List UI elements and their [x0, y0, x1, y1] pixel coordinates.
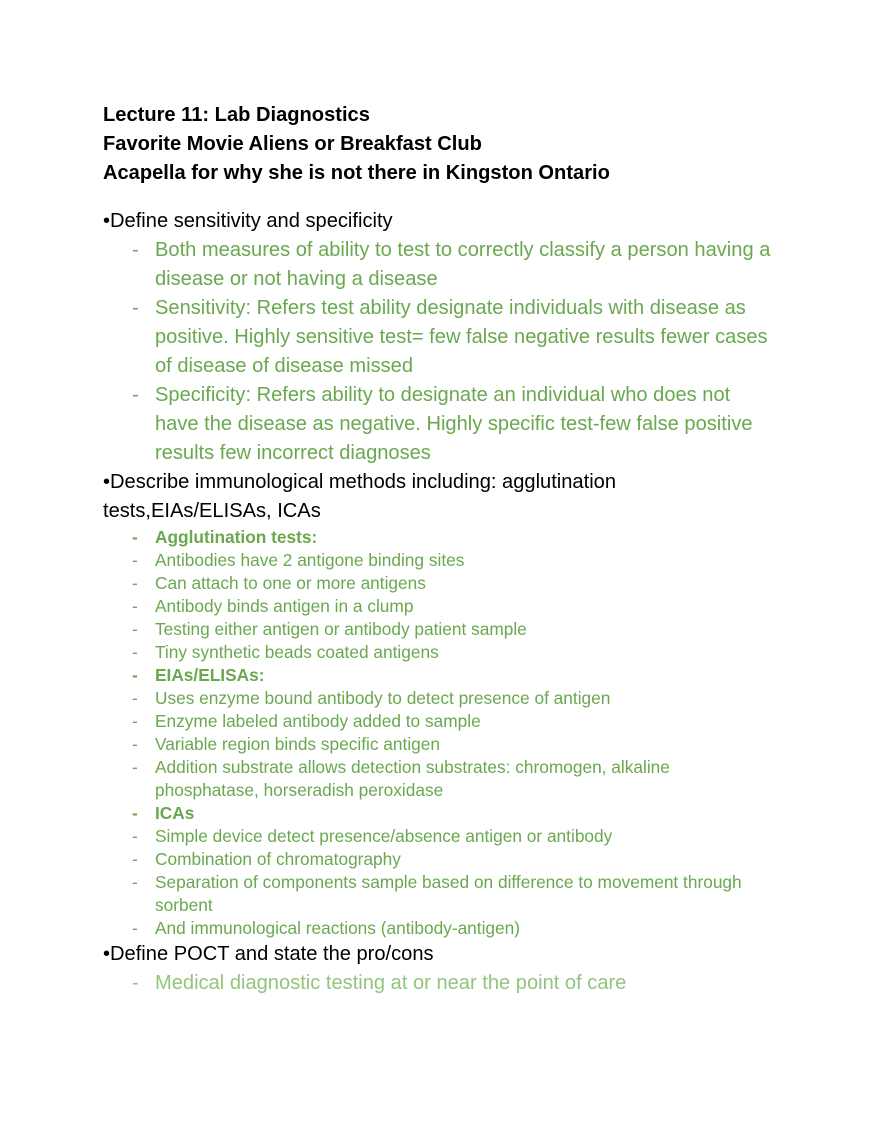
list-item-text: Separation of components sample based on difference to movement through sorbent: [155, 872, 742, 915]
list-item: [103, 687, 776, 710]
list-item: [103, 595, 776, 618]
title-line-2: Favorite Movie Aliens or Breakfast Club: [103, 133, 482, 155]
list-item-text: And immunological reactions (antibody-antigen): [155, 918, 521, 938]
dash-bullet: -: [132, 972, 139, 994]
dash-bullet: -: [132, 826, 138, 846]
dash-bullet: -: [132, 550, 138, 570]
dash-bullet: -: [132, 642, 138, 662]
list-item: [103, 641, 776, 664]
list-item: [103, 733, 776, 756]
title-line-3: Acapella for why she is not there in Kingston Ontario: [103, 162, 610, 184]
list-item: [103, 917, 776, 940]
list-item-text: Simple device detect presence/absence antigen or antibody: [155, 826, 613, 846]
list-item-text: Combination of chromatography: [155, 849, 401, 869]
list-item-text: Sensitivity: Refers test ability designate individuals with disease as positive. Highly sensitive test= few false negative results fewer cases of disease of disease missed: [155, 297, 768, 377]
list-item: [103, 572, 776, 595]
dash-bullet: -: [132, 918, 138, 938]
list-item: [103, 871, 776, 917]
list-item-text: Both measures of ability to test to correctly classify a person having a disease or not having a disease: [155, 239, 771, 290]
list-item-text: Testing either antigen or antibody patient sample: [155, 619, 527, 639]
list-item: [103, 526, 776, 549]
list-item: [103, 664, 776, 687]
list-item: [103, 710, 776, 733]
dash-bullet: -: [132, 688, 138, 708]
list-item-text: Tiny synthetic beads coated antigens: [155, 642, 439, 662]
dash-bullet: -: [132, 849, 138, 869]
list-item: [103, 294, 776, 381]
dash-bullet: -: [132, 596, 138, 616]
dash-bullet: -: [132, 619, 138, 639]
list-item-text: Can attach to one or more antigens: [155, 573, 426, 593]
list-item-text: Enzyme labeled antibody added to sample: [155, 711, 481, 731]
list-item-text: ICAs: [155, 803, 195, 823]
dash-bullet: -: [132, 872, 138, 892]
list-item-text: Medical diagnostic testing at or near the point of care: [155, 972, 627, 994]
list-item: [103, 825, 776, 848]
document-content: [103, 207, 776, 998]
list-item: [103, 618, 776, 641]
list-item: [103, 549, 776, 572]
list-item-text: Agglutination tests:: [155, 527, 318, 547]
dash-bullet: -: [132, 384, 139, 406]
list-item-text: Antibodies have 2 antigone binding sites: [155, 550, 465, 570]
dash-bullet: -: [132, 757, 138, 777]
dash-bullet: -: [132, 297, 139, 319]
list-item-text: EIAs/ELISAs:: [155, 665, 265, 685]
dash-bullet: -: [132, 665, 138, 685]
list-item-text: Addition substrate allows detection substrates: chromogen, alkaline phosphatase, horseradish peroxidase: [155, 757, 670, 800]
dash-bullet: -: [132, 573, 138, 593]
list-item-text: Variable region binds specific antigen: [155, 734, 440, 754]
list-item-text: Antibody binds antigen in a clump: [155, 596, 414, 616]
dash-bullet: -: [132, 711, 138, 731]
list-item-text: Uses enzyme bound antibody to detect presence of antigen: [155, 688, 611, 708]
list-item: [103, 802, 776, 825]
document-title: [103, 101, 776, 188]
title-line-1: Lecture 11: Lab Diagnostics: [103, 104, 370, 126]
list-item: [103, 381, 776, 468]
dash-bullet: -: [132, 527, 138, 547]
list-item: [103, 848, 776, 871]
section-heading: •Describe immunological methods including: agglutination tests,EIAs/ELISAs, ICAs: [103, 471, 617, 522]
section-heading: •Define POCT and state the pro/cons: [103, 943, 434, 965]
dash-bullet: -: [132, 734, 138, 754]
section-heading: •Define sensitivity and specificity: [103, 210, 393, 232]
list-item: [103, 236, 776, 294]
list-item: [103, 969, 776, 998]
dash-bullet: -: [132, 803, 138, 823]
list-item-text: Specificity: Refers ability to designate an individual who does not have the disease as negative. Highly specific test-few false positive results few incorrect diagnoses: [155, 384, 753, 464]
list-item: [103, 756, 776, 802]
dash-bullet: -: [132, 239, 139, 261]
